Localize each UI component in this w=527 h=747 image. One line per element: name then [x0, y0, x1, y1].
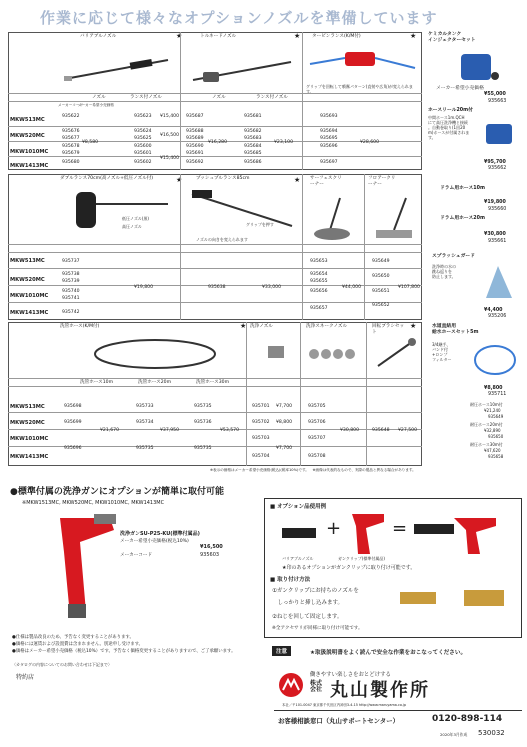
price-cell: ¥15,400 — [160, 114, 179, 119]
double-lance-image — [56, 186, 176, 236]
price-cell: ¥27,500 — [398, 428, 417, 433]
extra-hose-20: 耐圧ホース20m付 — [470, 422, 503, 427]
code-cell: 935695 — [320, 136, 338, 141]
code-cell: 935657 — [310, 306, 328, 311]
product-floor-cleaner: フロアークリーナー — [368, 176, 396, 187]
code-cell: 935690 — [186, 144, 204, 149]
subcol-lance-nozzle: ランス付ノズル — [130, 95, 162, 100]
option-example-title: ■ オプション品使用例 — [270, 504, 327, 510]
code-cell: 935704 — [252, 454, 270, 459]
chemical-price: ¥55,000 — [484, 92, 506, 97]
splash-guard-note: 洗浄時の水の 跳ね返りを 防止します。 — [432, 264, 456, 279]
subcol-lance-nozzle: ランス付ノズル — [256, 95, 288, 100]
code-cell: 935623 — [134, 114, 152, 119]
price-cell: ¥30,800 — [340, 428, 359, 433]
code-cell: 935684 — [244, 144, 262, 149]
price-cell: ¥107,800 — [398, 285, 420, 290]
gun-price-label: メーカー希望小売価格(税込10%) — [120, 539, 189, 544]
price-cell: ¥7,700 — [276, 404, 293, 409]
doc-number: 530032 — [478, 729, 505, 737]
code-cell: 935735 — [194, 446, 212, 451]
code-cell: 935685 — [244, 151, 262, 156]
code-cell: 935686 — [244, 160, 262, 165]
subcol-hose10: 洗管ホース10m — [80, 380, 114, 385]
product-variable-nozzle: バリアブルノズル — [80, 34, 117, 39]
code-cell: 935638 — [208, 285, 226, 290]
water-set-code: 935711 — [488, 392, 507, 397]
star-icon: ★ — [294, 176, 301, 184]
drum-hose-20-code: 935661 — [488, 239, 507, 244]
code-cell: 935648 — [372, 428, 390, 433]
howto-image-2 — [456, 580, 518, 616]
water-set-price: ¥8,800 — [484, 386, 503, 391]
code-cell: 935703 — [252, 436, 270, 441]
price-cell: ¥19,800 — [134, 285, 153, 290]
page-title-bar — [0, 0, 527, 30]
company-address: 本社／〒101-0047 東京都千代田区内神田3-4-15 http://www.maruyama.co.jp — [282, 703, 407, 707]
extra-hose-30-code: 935658 — [488, 454, 504, 459]
product-pipe-hose: 洗管ホース(K/M付) — [60, 324, 100, 329]
footnote: ※表示の価格はメーカー希望小売価格(税込)(税率10%)です。 ※画像は代表的なもので、実際の製品と異なる場合があります。 — [210, 468, 416, 472]
maruyama-logo-icon — [278, 672, 304, 698]
code-cell: 935687 — [186, 114, 204, 119]
spray-gun-image — [40, 512, 120, 622]
code-cell: 935701 — [252, 404, 270, 409]
extra-hose-20-price: ¥32,890 — [484, 428, 501, 433]
howto-step: ②ねじを回して固定します。 — [272, 614, 343, 620]
lbl-variable-nozzle: バリアブルノズル — [282, 556, 314, 561]
subcol-nozzle: ノズル — [92, 95, 106, 100]
gun-code: 935603 — [200, 552, 220, 558]
chemical-tank-title: ケミカルタンク インジェクターセット — [428, 32, 476, 43]
note-low-pressure: 低圧ノズル(黒) — [122, 216, 149, 221]
col-price-hdr: メーカー希望小売価格 — [78, 103, 114, 107]
price-cell: ¥37,950 — [160, 428, 179, 433]
star-icon: ★ — [176, 176, 183, 184]
dealer-label: 特約店 — [16, 674, 35, 681]
code-cell: 935649 — [372, 259, 390, 264]
product-wash-nozzle: 洗浄ノズル — [250, 324, 273, 329]
code-cell: 935735 — [194, 404, 212, 409]
code-cell: 935600 — [134, 144, 152, 149]
star-icon: ★ — [410, 322, 417, 330]
price-cell: ¥8,800 — [276, 420, 293, 425]
price-cell: ¥28,600 — [360, 140, 379, 145]
code-cell: 935676 — [62, 129, 80, 134]
price-cell: ¥16,500 — [160, 133, 179, 138]
gun-section-heading: ●標準付属の洗浄ガンにオプションが簡単に取付可能 — [10, 487, 225, 497]
subcol-hose30: 洗管ホース30m — [196, 380, 230, 385]
chemical-price-label: メーカー希望小売価格 — [436, 86, 484, 91]
col-code-hdr: メーカーコード — [58, 103, 84, 107]
code-cell: 935678 — [62, 144, 80, 149]
subcol-nozzle: ノズル — [212, 95, 226, 100]
star-icon: ★ — [294, 32, 301, 40]
price-cell: ¥15,400 — [160, 156, 179, 161]
page-title: 作業に応じて様々なオプションノズルを準備しています — [40, 9, 438, 27]
gun-price: ¥16,500 — [200, 544, 223, 550]
drum-hose-10: ドラム用ホース10m — [440, 186, 485, 191]
code-cell: 935653 — [310, 259, 328, 264]
surface-cleaner-image — [310, 196, 360, 242]
row-model: MKW1010MC — [10, 293, 49, 299]
rotary-brush-image — [372, 336, 420, 372]
howto-step: ※全アクセサリが同様に取り付け可能です。 — [272, 626, 363, 631]
caution-text: ★取扱説明書をよく読んで安全な作業をおこなってください。 — [310, 650, 467, 656]
price-cell: ¥53,570 — [220, 428, 239, 433]
note-line: ●価格はメーカー希望小売価格（税込10%）です。予告なく価格変更することがありますので、ご了承願います。 — [12, 649, 236, 654]
variable-nozzle-image — [60, 48, 178, 90]
row-model: MKW520MC — [10, 133, 45, 139]
code-cell: 935699 — [64, 420, 82, 425]
note-star-attach: ★印のあるオプションがガンクリップに取り付け可能です。 — [282, 565, 416, 571]
code-cell: 935692 — [186, 160, 204, 165]
turbine-note: グリップを回転して噴霧パターン(直射や広角)が変えられます。 — [306, 84, 413, 94]
price-cell: ¥21,670 — [100, 428, 119, 433]
extra-hose-10-price: ¥21,240 — [484, 408, 501, 413]
code-cell: 935736 — [194, 420, 212, 425]
code-cell: 935707 — [308, 436, 326, 441]
row-model: MKW1413MC — [10, 310, 49, 316]
price-cell: ¥23,100 — [274, 140, 293, 145]
gun-clip-thumb — [344, 508, 390, 558]
splash-guard-title: スプラッシュガード — [432, 254, 475, 259]
code-cell: 935742 — [62, 310, 80, 315]
dealer-sub: 〈カタログの内容についてのお問い合わせは下記まで〉 — [12, 662, 112, 667]
product-turbine-lance: タービンランス(K/M付) — [312, 34, 361, 39]
row-model: MKW520MC — [10, 277, 45, 283]
price-cell: ¥33,000 — [262, 285, 281, 290]
code-cell: 935697 — [320, 160, 338, 165]
code-cell: 935624 — [134, 129, 152, 134]
code-cell: 935693 — [320, 114, 338, 119]
code-cell: 935601 — [134, 151, 152, 156]
splash-guard-image — [478, 262, 518, 302]
code-cell: 935696 — [64, 446, 82, 451]
drum-hose-20: ドラム用ホース20m — [440, 216, 485, 221]
wash-nozzle-image — [262, 340, 292, 366]
code-cell: 935694 — [320, 129, 338, 134]
code-cell: 935706 — [308, 420, 326, 425]
hose-reel-code: 935662 — [488, 166, 507, 171]
row-model: MKW513MC — [10, 117, 45, 123]
code-cell: 935740 — [62, 289, 80, 294]
drum-hose-10-code: 935660 — [488, 207, 507, 212]
howto-step: しっかりと挿し込みます。 — [272, 600, 344, 606]
push-pull-lance-image — [186, 186, 298, 234]
extra-hose-30: 耐圧ホース30m付 — [470, 442, 503, 447]
note-push-grip: グリップを押す — [246, 222, 274, 227]
product-push-pull-lance: プッシュプルランス85cm — [196, 176, 250, 181]
code-cell: 935682 — [244, 129, 262, 134]
plus-sign: + — [326, 518, 342, 539]
company-name-small: 株式会社 — [310, 680, 323, 693]
code-cell: 935737 — [62, 259, 80, 264]
product-snake-nozzle: 洗浄スネークノズル — [306, 324, 348, 329]
gun-name: 洗浄ガンSU-P25-KU(標準付属品) — [120, 531, 200, 537]
code-cell: 935735 — [136, 446, 154, 451]
date: 2020年3月作成 — [440, 732, 468, 737]
extra-hose-20-code: 935650 — [488, 434, 504, 439]
code-cell: 935650 — [372, 274, 390, 279]
subcol-hose20: 洗管ホース20m — [138, 380, 172, 385]
gun-code-label: メーカーコード — [120, 553, 153, 558]
code-cell: 935602 — [134, 160, 152, 165]
tornado-nozzle-image — [185, 48, 300, 90]
equals-sign: = — [392, 518, 408, 539]
lbl-gun-clip: ガンクリップ(標準付属品) — [338, 556, 385, 561]
code-cell: 935656 — [310, 289, 328, 294]
hose-reel-title: ホースリール20m付 — [428, 108, 473, 113]
assembled-gun-thumb — [410, 508, 518, 558]
code-cell: 935681 — [244, 114, 262, 119]
code-cell: 935683 — [244, 136, 262, 141]
extra-hose-30-price: ¥47,620 — [484, 448, 501, 453]
code-cell: 935698 — [64, 404, 82, 409]
star-icon: ★ — [176, 32, 183, 40]
row-model: MKW513MC — [10, 404, 45, 410]
splash-guard-code: 935206 — [488, 314, 507, 319]
water-set-title: 水道直結用 給水ホースセット5m — [432, 324, 479, 335]
code-cell: 935651 — [372, 289, 390, 294]
hose-reel-image — [482, 118, 518, 148]
howto-image-1 — [390, 580, 452, 616]
row-model: MKW513MC — [10, 258, 45, 264]
row-model: MKW1413MC — [10, 454, 49, 460]
note-line: ●価格には運賃および設置費は含まれません。別途申し受けます。 — [12, 642, 144, 647]
code-cell: 935677 — [62, 136, 80, 141]
code-cell: 935654 — [310, 272, 328, 277]
row-model: MKW1010MC — [10, 149, 49, 155]
chemical-tank-image — [455, 50, 505, 84]
price-cell: ¥7,700 — [276, 446, 293, 451]
note-line: ●仕様は製品改良のため、予告なく変更することがあります。 — [12, 635, 134, 640]
code-cell: 935705 — [308, 404, 326, 409]
note-direction: ノズルの向きを変えられます — [196, 237, 248, 242]
code-cell: 935702 — [252, 420, 270, 425]
code-cell: 935708 — [308, 454, 326, 459]
extra-hose-10: 耐圧ホース10m付 — [470, 402, 503, 407]
star-icon: ★ — [410, 32, 417, 40]
contact-label: お客様相談窓口（丸山サポートセンター） — [278, 717, 399, 725]
code-cell: 935679 — [62, 151, 80, 156]
splash-guard-price: ¥4,400 — [484, 308, 503, 313]
pipe-hose-image — [80, 334, 230, 376]
code-cell: 935734 — [136, 420, 154, 425]
star-icon: ★ — [240, 322, 247, 330]
hose-reel-note: 中間ホース1m.QCH にて高圧洗浄機と接続 。自動巻取り(1回20 m)ホースが付属されま す。 — [428, 115, 470, 140]
gun-section-models: ※MKW1513MC, MKW520MC, MKW1010MC, MKW1413MC — [22, 500, 165, 506]
drum-hose-20-price: ¥30,800 — [484, 232, 506, 237]
product-double-lance: ダブルランス70cm(高ノズル+低圧ノズル付) — [60, 176, 154, 181]
row-model: MKW520MC — [10, 420, 45, 426]
product-tornado-nozzle: トルネードノズル — [200, 34, 237, 39]
price-cell: ¥44,000 — [342, 285, 361, 290]
code-cell: 935655 — [310, 279, 328, 284]
water-set-image — [470, 340, 520, 380]
product-rotary-brush: 回転ブラシセット — [372, 324, 405, 335]
code-cell: 935688 — [186, 129, 204, 134]
code-cell: 935625 — [134, 136, 152, 141]
drum-hose-10-price: ¥19,800 — [484, 200, 506, 205]
code-cell: 935652 — [372, 303, 390, 308]
row-model: MKW1413MC — [10, 163, 49, 169]
price-cell: ¥8,580 — [82, 140, 99, 145]
code-cell: 935691 — [186, 151, 204, 156]
floor-cleaner-image — [370, 196, 420, 242]
row-model: MKW1010MC — [10, 436, 49, 442]
turbine-lance-image — [305, 46, 420, 86]
code-cell: 935739 — [62, 279, 80, 284]
hose-reel-price: ¥95,700 — [484, 160, 506, 165]
code-cell: 935696 — [320, 144, 338, 149]
code-cell: 935680 — [62, 160, 80, 165]
code-cell: 935733 — [136, 404, 154, 409]
product-surface-cleaner: サーフェスクリーナー — [310, 176, 342, 187]
caution-badge: 注意 — [272, 646, 291, 656]
free-dial-number: 0120-898-114 — [432, 714, 503, 724]
company-name: 丸山製作所 — [330, 680, 430, 701]
code-cell: 935622 — [62, 114, 80, 119]
company-tagline: 働きやすい楽しさをおとどけする — [310, 672, 391, 678]
variable-nozzle-thumb — [274, 514, 324, 554]
code-cell: 935738 — [62, 272, 80, 277]
howto-title: ■ 取り付け方法 — [270, 577, 311, 583]
price-cell: ¥16,280 — [208, 140, 227, 145]
extra-hose-10-code: 935649 — [488, 414, 504, 419]
code-cell: 935741 — [62, 296, 80, 301]
snake-nozzle-image — [304, 340, 364, 366]
note-high-pressure: 高圧ノズル — [122, 224, 142, 229]
howto-step: ①ガンクリップにお持ちのノズルを — [272, 588, 359, 594]
chemical-code: 935663 — [488, 99, 507, 104]
water-set-note: 3/4継手、 バンド付 +ロンプ フィルター — [432, 342, 452, 362]
code-cell: 935689 — [186, 136, 204, 141]
